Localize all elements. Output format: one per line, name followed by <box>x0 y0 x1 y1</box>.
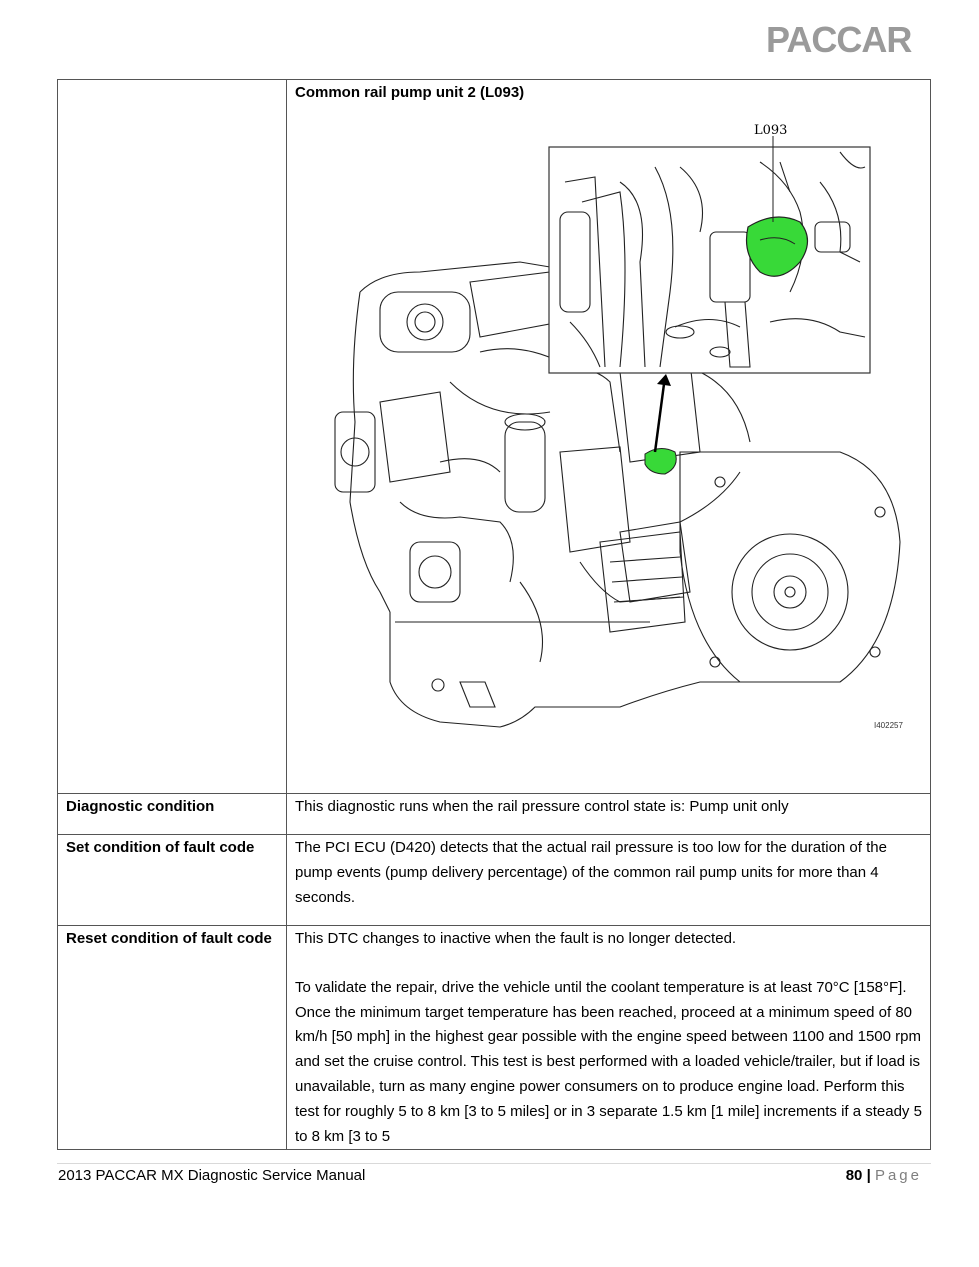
page-separator: | <box>866 1167 871 1184</box>
paccar-logo <box>766 20 924 56</box>
row-label-diagnostic-condition: Diagnostic condition <box>66 798 215 815</box>
table-row <box>58 926 931 1150</box>
footer-manual-title: 2013 PACCAR MX Diagnostic Service Manual <box>58 1167 366 1184</box>
page-number: 80 <box>845 1167 863 1184</box>
logo-text: PACCAR <box>766 20 912 56</box>
engine-illustration <box>320 122 910 742</box>
footer-page-info <box>846 1167 922 1184</box>
callout-label-l093: L093 <box>754 123 788 138</box>
row-label-reset-condition: Reset condition of fault code <box>66 930 272 947</box>
pump-unit-highlight-small <box>645 448 676 474</box>
page-word: Page <box>874 1167 922 1184</box>
detail-inset <box>549 123 870 373</box>
table-row <box>58 835 931 926</box>
table-row <box>58 794 931 835</box>
row-text-reset-inactive: This DTC changes to inactive when the fault is no longer detected. <box>295 930 737 947</box>
figure-row-label-cell <box>58 80 287 794</box>
detail-arrow <box>655 384 664 452</box>
detail-arrowhead <box>657 374 671 386</box>
figure-title: Common rail pump unit 2 (L093) <box>295 84 525 101</box>
row-text-reset-validation: To validate the repair, drive the vehicle until the coolant temperature is at least 70°C [158°F]. Once the minimum target temperature has been reached, proceed at a minimum speed of 80 km/h [50 mph] in the highest gear possible with the engine speed between 1100 and 1500 rpm and set the cruise control. This test is best performed with a loaded vehicle/trailer, but if load is unavailable, turn as many engine power consumers on to produce engine load. Perform this test for roughly 5 to 8 km [3 to 5 miles] or in 3 separate 1.5 km [1 mile] increments if a steady 5 to 8 km [3 to 5 <box>295 978 922 1145</box>
row-text-set-condition: The PCI ECU (D420) detects that the actual rail pressure is too low for the duration of the pump events (pump delivery percentage) of the common rail pump units for more than 4 seconds. <box>295 839 887 906</box>
row-text-diagnostic-condition: This diagnostic runs when the rail pressure control state is: Pump unit only <box>295 798 789 815</box>
footer-divider <box>57 1163 931 1164</box>
row-label-set-condition: Set condition of fault code <box>66 839 255 856</box>
figure-id: I402257 <box>874 721 903 730</box>
